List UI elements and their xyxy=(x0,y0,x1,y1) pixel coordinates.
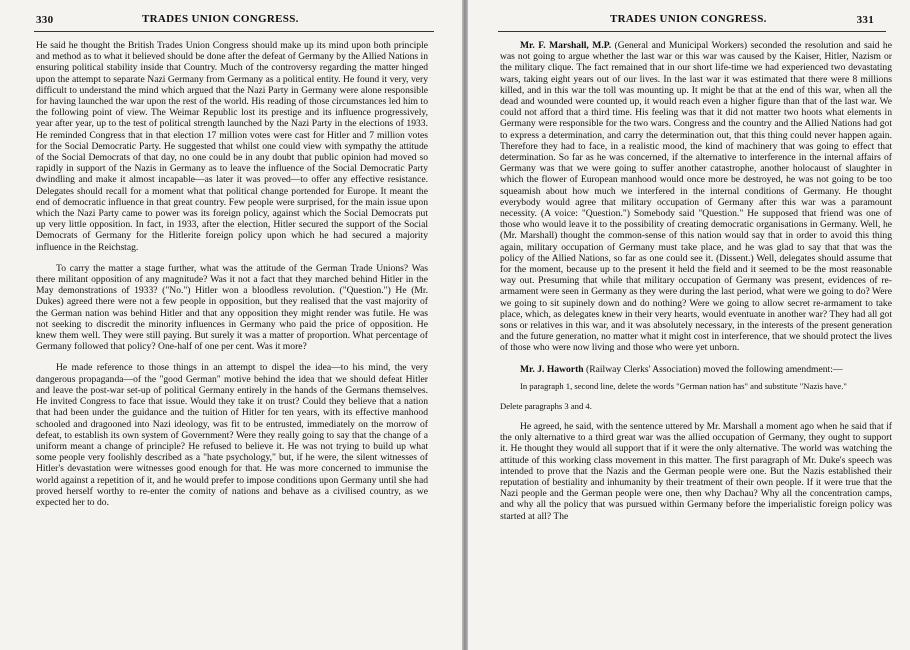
marshall-speech xyxy=(500,40,892,354)
speaker-marshall: Mr. F. Marshall, M.P. xyxy=(520,40,612,51)
right-page-number: 331 xyxy=(856,14,874,26)
left-running-head xyxy=(0,13,462,29)
left-paragraph-3: He made reference to those things in an attempt to dispel the idea—to his mind, the very dangerous propaganda—of the "good German" motive behind the idea that we should defeat Hitler and leave the post-war set-up of political Germany entirely in the hands of the Germans themselves. He invited Congress to face that issue. Would they take it on trust? Could they believe that a nation that had been under the guidance and the tuition of Hitler for ten years, with its effective manhood schooled and dragooned into Nazi ideology, was fit to be entrusted, immediately on the morrow of defeat, to establish its own system of Government? Were they really going to say that the change of a uniform meant a change of principle? He refused to believe it. He was not trying to build up what some people very foolishly described as a "hate psychology," but, if he were, the silent witnesses of Hitler's devastation were witnesses good enough for that. He was more concerned to immunise the world against a repetition of it, and he would prefer to impose conditions upon Germany until she had proved herself worthy to re-enter the comity of nations and behave as a civilised country, as we expected her to do. xyxy=(36,362,428,508)
left-page-body xyxy=(36,40,428,518)
haworth-speech: He agreed, he said, with the sentence uttered by Mr. Marshall a moment ago when he said that if the only alternative to a third great war was the allied occupation of Germany, they ought to support it. He thought they would all support that if it were the only alternative. The world was watching the attitude of this working class movement in this matter. The first paragraph of Mr. Duke's speech was intended to prove that the Nazis and the German people were one. But the Nazis established their reputation of bestiality and inhumanity by their treatment of their own people. If it were true that the Nazi people and the German people were one, then why Dachau? Why all the concentration camps, and why all the policy that was pursued within Germany before the imperialistic foreign policy was started at all? The xyxy=(500,420,892,522)
speaker-haworth: Mr. J. Haworth xyxy=(520,363,584,375)
haworth-intro-text: (Railway Clerks' Association) moved the following amendment:— xyxy=(586,363,843,375)
right-page xyxy=(468,0,910,650)
right-header-rule xyxy=(498,31,886,32)
left-page-number: 330 xyxy=(36,14,54,26)
amendment-paragraph-1: In paragraph 1, second line, delete the words "German nation has" and substitute "Nazis have." xyxy=(520,380,847,391)
right-running-title: TRADES UNION CONGRESS. xyxy=(610,13,767,25)
haworth-intro xyxy=(500,364,892,375)
marshall-speech-text: (General and Municipal Workers) seconded the resolution and said he was not going to argue whether the last war or this war was caused by the Kaiser, Hitler, Nazism or the military clique. The fact remained that in our short life-time we had experienced two devastating wars, taking eight years out of our lives. In the last war it was estimated that there were 8 millions killed, and in this war the toll was mounting up. It might be that at the end of this war, when all the dead and wounded were counted up, it would reach even a higher figure than that of the last war. We could not afford that a third time. His feeling was that it did not matter two hoots what elements in Germany were responsible for the two wars. Congress and the country and the Allied Nations had got to express a determination, and carry the determination out, that this thing could never happen again. Therefore they had to face, in a realistic mood, the kind of machinery that was going to effect that determination. So far as he was concerned, if the alternative to interference in the internal affairs of Germany was that we were going to suffer another catastrophe, another holocaust of slaughter in which the flower of European manhood would once more be destroyed, he was not going to be too squeamish about how much we interfered in the internal conditions of Germany. He thought everybody would agree that military occupation of Germany after this war was a paramount necessity. (A voice: "Question.") Somebody said "Question." He supposed that friend was one of those who would leave it to the possibility of creating democratic organisations in Germany. Well, he (Mr. Marshall) thought the common-sense of this nation would say that in order to avoid this thing again, military occupation of Germany must take place, and he was glad to say that that was the policy of the Allied Nations, so far as one could see it. (Dissent.) Well, delegates should assume that for the moment, because up to the present it held the field and it seemed to be the most reasonable way out. Presuming that while that military occupation of Germany was present, evidences of re-armament were seen in Germany as they were during the last period, what were we going to do? Were we going to sit supinely down and do nothing? Were we going to allow secret re-armament to take place, which, as delegates knew in their very hearts, would eventuate in another war? They had all got sons or relatives in this war, and it was absolutely necessary, in the interests of the present generation and the future generation, no matter what it might cost in interference, that we should protect the lives of those who were now living and those who were yet unborn. xyxy=(500,40,892,354)
left-running-title: TRADES UNION CONGRESS. xyxy=(142,13,299,25)
right-page-body xyxy=(500,40,892,532)
left-header-rule xyxy=(34,31,434,32)
amendment-paragraph-2: Delete paragraphs 3 and 4. xyxy=(500,400,592,411)
left-paragraph-2: To carry the matter a stage further, what was the attitude of the German Trade Unions? Was there militant opposition of any magnitude? Was it not a fact that they marched behind Hitler in the May demonstrations of 1933? ("No.") Hitler won a bloodless revolution. ("Question.") He (Mr. Dukes) agreed there were not a few people in opposition, but they realised that the vast majority of the German nation was behind Hitler and that any opposition they might render was futile. He was not seeking to discredit the minority influences in Germany who paid the price of opposition. He knew them well. They were still paying. But surely it was a matter of proportion. What percentage of Germany followed that policy? One-half of one per cent. Was it more? xyxy=(36,262,428,353)
left-paragraph-1: He said he thought the British Trades Union Congress should make up its mind upon both principle and method as to what it believed should be done after the defeat of Germany by the Allied Nations in ensuring political stability inside that Country. Much of the controversy regarding the matter hinged upon the attempt to separate Nazi Germany from Germany as a political entity. He found it very, very difficult to understand the mind which argued that the Nazi Party in Germany were alone responsible for having launched the war upon the rest of the world. His reading of those circumstances led him to the following point of view. The Weimar Republic lost its prestige and its influence progressively, year after year, up to the test of political strength launched by the Nazi Party in the elections of 1933. He reminded Congress that in that election 17 million votes were cast for Hitler and 7 million votes for the Social Democratic Party. He suggested that whilst one could view with sympathy the attitude of the Social Democrats of that day, no one could be in any doubt that public opinion had moved so rapidly in support of the Nazis in Germany as to leave the influence of the Social Democratic Party dwindling and make it almost incapable—as later it was proved—to offer any effective resistance. Delegates should recall for a moment what that political change portended for Europe. It meant the end of democratic influence in that great country. Few people were surprised, for the main issue upon which the Nazi Party came to power was its foreign policy, against which the Social Democrats put up very little opposition. In fact, in 1933, after the election, Hitler secured the support of the Social Democrats of Germany for the Hitlerite foreign policy upon which he had secured a majority influence in the Reichstag. xyxy=(36,40,428,253)
right-running-head xyxy=(468,13,910,29)
